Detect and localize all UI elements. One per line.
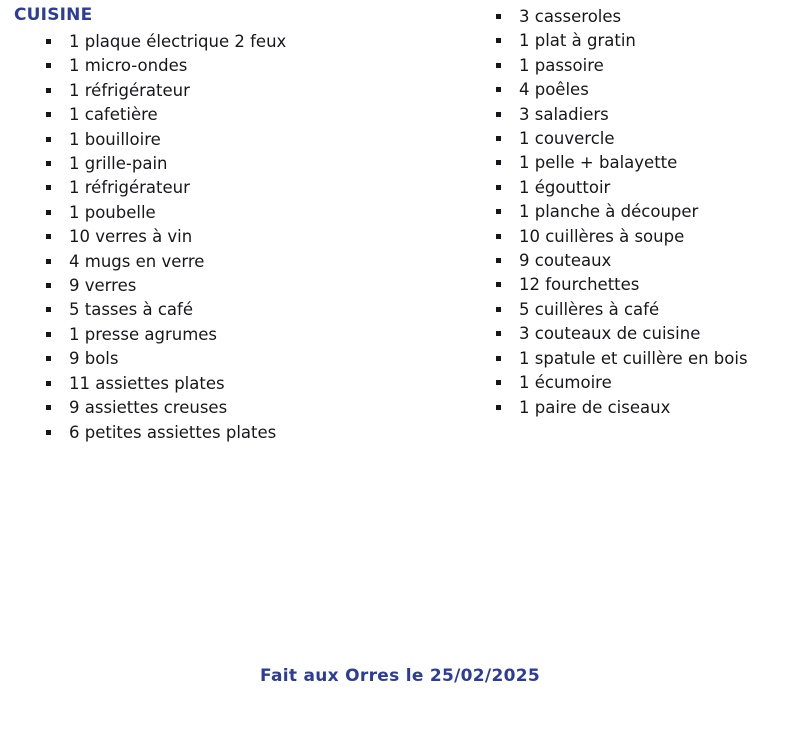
list-item-label: 11 assiettes plates xyxy=(69,373,225,393)
inventory-list-left xyxy=(40,30,448,445)
list-item-label: 1 réfrigérateur xyxy=(69,80,190,100)
list-item-label: 1 couvercle xyxy=(519,129,615,149)
list-item xyxy=(40,347,448,371)
list-item xyxy=(40,79,448,103)
list-item-label: 3 casseroles xyxy=(519,7,622,26)
list-item-label: 1 cafetière xyxy=(69,105,158,125)
bullet-icon xyxy=(496,234,501,239)
list-item-label: 3 couteaux de cuisine xyxy=(519,324,701,344)
bullet-icon xyxy=(46,39,51,44)
list-item xyxy=(490,5,800,29)
bullet-icon xyxy=(46,112,51,117)
list-item xyxy=(490,200,800,224)
list-item xyxy=(490,151,800,175)
list-item xyxy=(40,250,448,274)
list-item-label: 4 poêles xyxy=(519,80,589,100)
list-item-label: 1 spatule et cuillère en bois xyxy=(519,348,748,368)
list-item-label: 1 grille-pain xyxy=(69,154,168,174)
list-item-label: 9 couteaux xyxy=(519,251,612,271)
bullet-icon xyxy=(46,234,51,239)
list-item-label: 1 poubelle xyxy=(69,202,156,222)
list-item xyxy=(40,225,448,249)
list-item-label: 12 fourchettes xyxy=(519,275,640,295)
bullet-icon xyxy=(46,88,51,93)
list-item xyxy=(490,29,800,53)
list-item xyxy=(490,347,800,371)
bullet-icon xyxy=(496,356,501,361)
bullet-icon xyxy=(46,307,51,312)
list-item xyxy=(40,54,448,78)
list-item xyxy=(490,322,800,346)
list-item-label: 1 écumoire xyxy=(519,373,612,393)
list-item xyxy=(40,30,448,54)
list-item xyxy=(40,421,448,445)
list-item xyxy=(490,54,800,78)
bullet-icon xyxy=(46,210,51,215)
list-item xyxy=(40,176,448,200)
bullet-icon xyxy=(496,63,501,68)
bullet-icon xyxy=(496,380,501,385)
list-item xyxy=(490,249,800,273)
bullet-icon xyxy=(46,381,51,386)
list-item-label: 4 mugs en verre xyxy=(69,251,205,271)
bullet-icon xyxy=(46,185,51,190)
bullet-icon xyxy=(496,87,501,92)
list-item xyxy=(40,103,448,127)
list-item xyxy=(40,152,448,176)
list-item xyxy=(40,298,448,322)
inventory-list-right xyxy=(490,5,800,420)
list-item-label: 9 assiettes creuses xyxy=(69,398,228,418)
bullet-icon xyxy=(496,209,501,214)
list-item-label: 9 bols xyxy=(69,349,119,369)
list-item xyxy=(490,176,800,200)
list-item xyxy=(490,78,800,102)
list-item xyxy=(490,371,800,395)
list-item-label: 1 presse agrumes xyxy=(69,324,218,344)
list-item-label: 6 petites assiettes plates xyxy=(69,422,277,442)
bullet-icon xyxy=(46,63,51,68)
list-item xyxy=(40,128,448,152)
bullet-icon xyxy=(496,185,501,190)
list-item-label: 1 paire de ciseaux xyxy=(519,397,671,417)
list-item-label: 1 égouttoir xyxy=(519,177,611,197)
list-item-label: 5 tasses à café xyxy=(69,300,194,320)
list-item-label: 1 bouilloire xyxy=(69,129,161,149)
bullet-icon xyxy=(496,38,501,43)
list-item xyxy=(40,372,448,396)
bullet-icon xyxy=(496,136,501,141)
list-item xyxy=(490,298,800,322)
list-item-label: 1 plat à gratin xyxy=(519,31,636,51)
inventory-column-right xyxy=(448,0,800,445)
bullet-icon xyxy=(46,405,51,410)
inventory-column-left xyxy=(0,0,448,445)
document-footer: Fait aux Orres le 25/02/2025 xyxy=(260,666,540,686)
list-item-label: 1 pelle + balayette xyxy=(519,153,678,173)
bullet-icon xyxy=(496,282,501,287)
list-item xyxy=(490,103,800,127)
bullet-icon xyxy=(496,112,501,117)
list-item-label: 3 saladiers xyxy=(519,104,609,124)
list-item xyxy=(40,274,448,298)
list-item-label: 5 cuillères à café xyxy=(519,299,660,319)
page-title: CUISINE xyxy=(14,5,93,25)
bullet-icon xyxy=(46,430,51,435)
list-item-label: 1 planche à découper xyxy=(519,202,699,222)
bullet-icon xyxy=(496,258,501,263)
bullet-icon xyxy=(496,331,501,336)
bullet-icon xyxy=(46,161,51,166)
bullet-icon xyxy=(46,137,51,142)
list-item xyxy=(490,127,800,151)
bullet-icon xyxy=(46,356,51,361)
list-item-label: 1 plaque électrique 2 feux xyxy=(69,32,287,51)
list-item xyxy=(490,273,800,297)
bullet-icon xyxy=(46,332,51,337)
bullet-icon xyxy=(496,14,501,19)
list-item-label: 1 micro-ondes xyxy=(69,56,188,76)
list-item xyxy=(490,396,800,420)
list-item-label: 1 passoire xyxy=(519,55,604,75)
bullet-icon xyxy=(496,405,501,410)
bullet-icon xyxy=(46,259,51,264)
list-item xyxy=(40,201,448,225)
list-item xyxy=(40,323,448,347)
bullet-icon xyxy=(46,283,51,288)
list-item-label: 10 verres à vin xyxy=(69,227,193,247)
list-item-label: 9 verres xyxy=(69,276,137,296)
bullet-icon xyxy=(496,307,501,312)
list-item xyxy=(40,396,448,420)
list-item xyxy=(490,225,800,249)
list-item-label: 10 cuillères à soupe xyxy=(519,226,685,246)
bullet-icon xyxy=(496,160,501,165)
list-item-label: 1 réfrigérateur xyxy=(69,178,190,198)
